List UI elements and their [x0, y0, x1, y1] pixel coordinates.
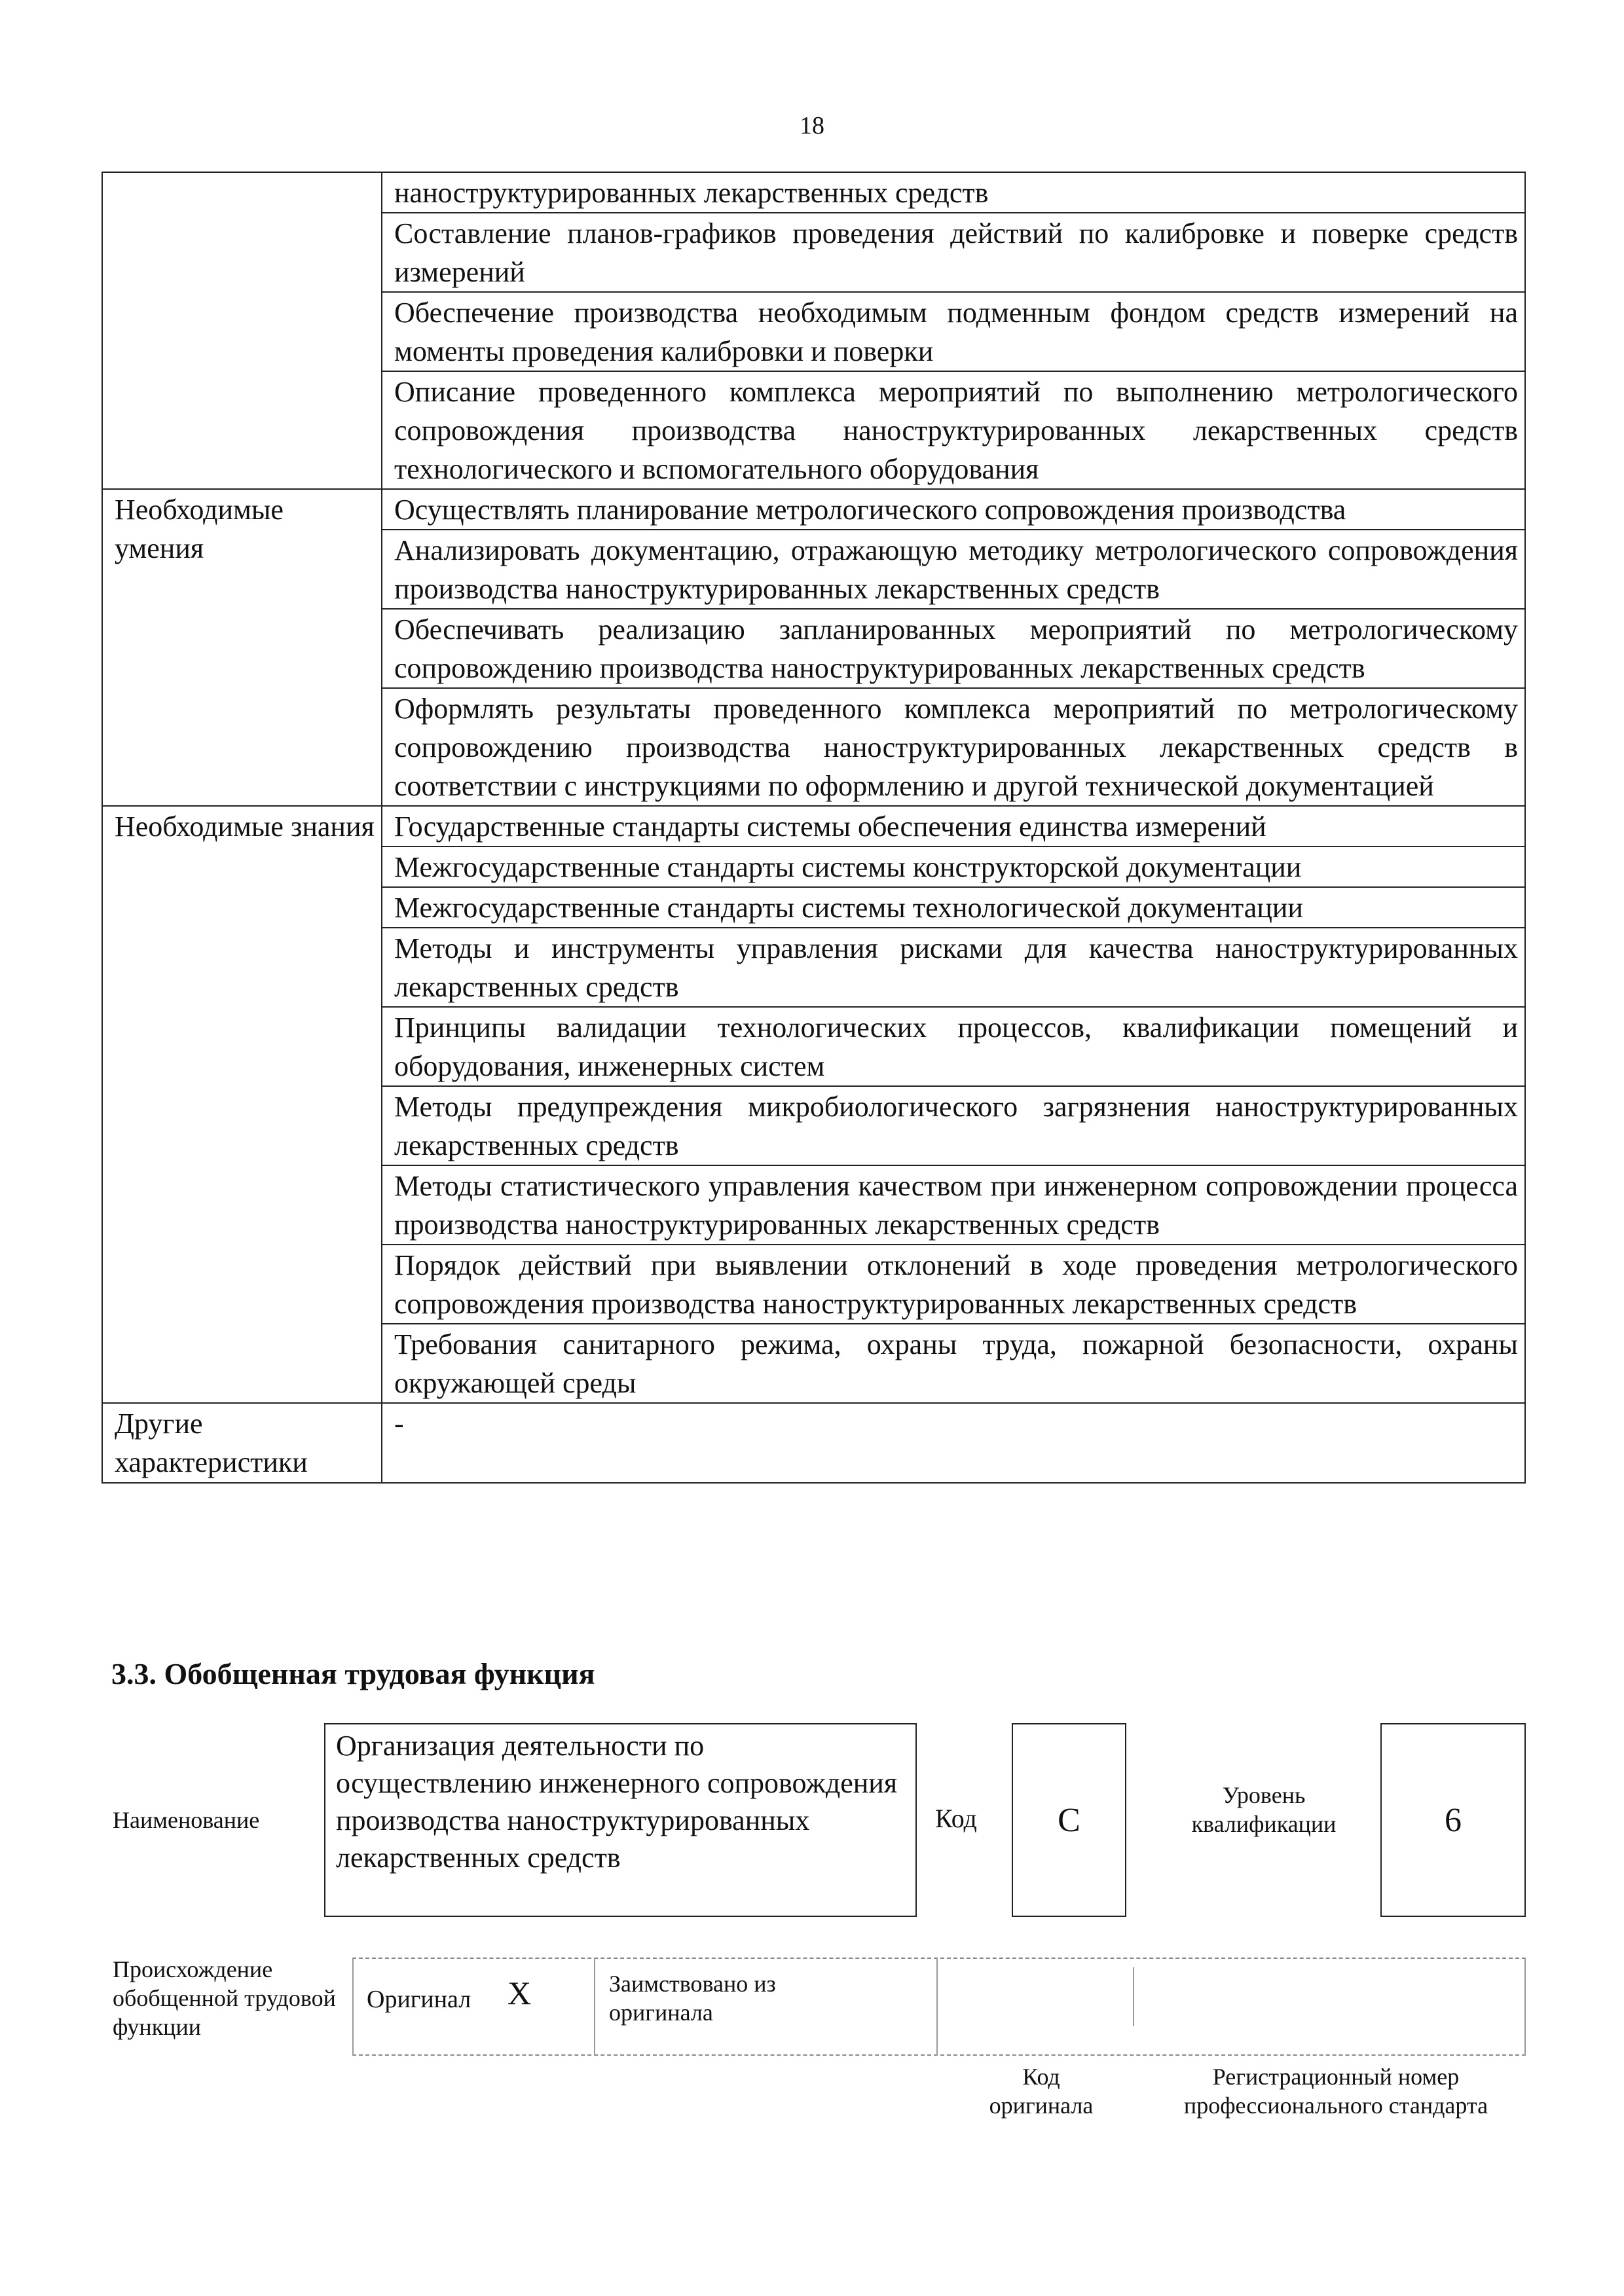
table-cell: Порядок действий при выявлении отклонений в ходе проведения метрологического сопровождения производства наноструктурированных лекарственных средств	[382, 1245, 1525, 1324]
code-value: C	[1058, 1801, 1080, 1839]
table-cell: Государственные стандарты системы обеспечения единства измерений	[382, 806, 1525, 847]
table-cell: Межгосударственные стандарты системы конструкторской документации	[382, 847, 1525, 887]
table-cell: Обеспечение производства необходимым подменным фондом средств измерений на моменты проведения калибровки и поверки	[382, 292, 1525, 371]
table-row	[102, 172, 1525, 213]
table-cell: Оформлять результаты проведенного комплекса мероприятий по метрологическому сопровождению производства наноструктурированных лекарственных средств в соответствии с инструкциями по оформлению и другой технической документацией	[382, 688, 1525, 806]
divider	[1524, 1958, 1526, 2056]
level-value: 6	[1445, 1801, 1462, 1839]
table-row	[102, 489, 1525, 530]
table-cell: Анализировать документацию, отражающую методику метрологического сопровождения производства наноструктурированных лекарственных средств	[382, 530, 1525, 609]
origin-label: Происхождение обобщенной трудовой функции	[113, 1956, 336, 2040]
divider	[1133, 1967, 1134, 2026]
divider	[594, 1958, 595, 2056]
row-label	[102, 172, 382, 489]
table-row	[102, 1403, 1525, 1483]
table-cell: Методы статистического управления качеством при инженерном сопровождении процесса производства наноструктурированных лекарственных средств	[382, 1165, 1525, 1245]
row-label-knowledge: Необходимые знания	[102, 806, 382, 1403]
skills-knowledge-table	[101, 172, 1526, 1484]
level-label: Уровень квалификации	[1191, 1782, 1337, 1837]
table-cell: наноструктурированных лекарственных средств	[382, 172, 1525, 213]
divider	[936, 1958, 938, 2056]
original-mark: X	[507, 1975, 532, 2011]
table-cell: Описание проведенного комплекса мероприятий по выполнению метрологического сопровождения производства наноструктурированных лекарственных средств технологического и вспомогательного оборудования	[382, 371, 1525, 489]
section-title: 3.3. Обобщенная трудовая функция	[111, 1657, 595, 1690]
borrowed-label: Заимствовано из оригинала	[609, 1971, 776, 2026]
code-label: Код	[935, 1804, 977, 1833]
level-box	[1380, 1723, 1526, 1917]
table-cell: Межгосударственные стандарты системы технологической документации	[382, 887, 1525, 928]
table-cell: Методы и инструменты управления рисками для качества наноструктурированных лекарственных средств	[382, 928, 1525, 1007]
table-cell: Требования санитарного режима, охраны труда, пожарной безопасности, охраны окружающей среды	[382, 1324, 1525, 1403]
table-cell: -	[382, 1403, 1525, 1483]
table-cell: Обеспечивать реализацию запланированных мероприятий по метрологическому сопровождению производства наноструктурированных лекарственных средств	[382, 609, 1525, 688]
function-name-box	[324, 1723, 917, 1917]
function-name-value: Организация деятельности по осуществлению инженерного сопровождения производства наноструктурированных лекарственных средств	[336, 1730, 898, 1874]
row-label-other: Другие характеристики	[102, 1403, 382, 1483]
table-cell: Составление планов-графиков проведения действий по калибровке и поверке средств измерений	[382, 213, 1525, 292]
code-box	[1012, 1723, 1126, 1917]
table-cell: Осуществлять планирование метрологического сопровождения производства	[382, 489, 1525, 530]
name-label: Наименование	[113, 1807, 260, 1833]
table-cell: Методы предупреждения микробиологического загрязнения наноструктурированных лекарственных средств	[382, 1086, 1525, 1165]
original-code-caption: Код оригинала	[989, 2064, 1094, 2119]
row-label-skills: Необходимые умения	[102, 489, 382, 806]
table-row	[102, 806, 1525, 847]
divider	[352, 1958, 354, 2056]
reg-number-caption: Регистрационный номер профессионального стандарта	[1183, 2064, 1488, 2119]
original-label: Оригинал	[367, 1986, 471, 2013]
page-number: 18	[800, 112, 824, 139]
table-cell: Принципы валидации технологических процессов, квалификации помещений и оборудования, инженерных систем	[382, 1007, 1525, 1086]
